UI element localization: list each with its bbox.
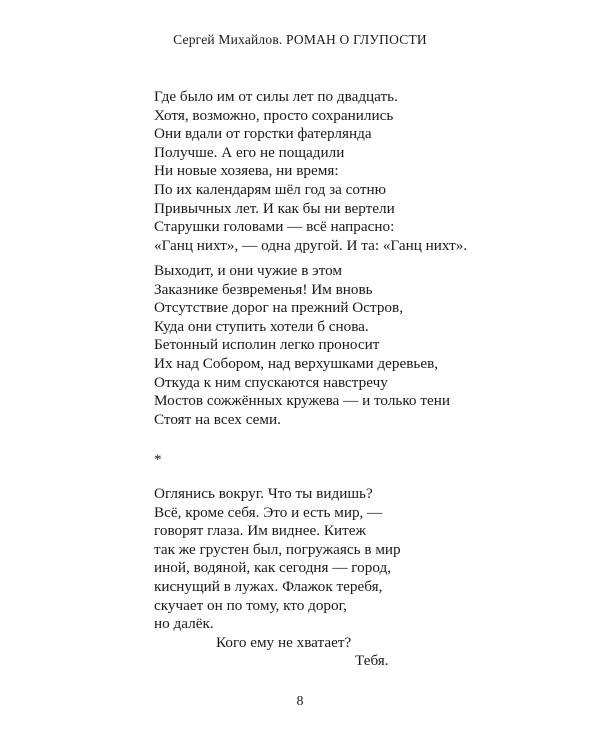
stanza-1: [154, 88, 554, 255]
poem-line: «Ганц нихт», — одна другой. И та: «Ганц нихт».: [154, 236, 468, 254]
stanza-2: [154, 262, 554, 429]
poem-line-indented: Кого ему не хватает?: [216, 633, 352, 651]
running-title: Сергей Михайлов. РОМАН О ГЛУПОСТИ: [173, 32, 427, 47]
poem-line: Выходит, и они чужие в этом: [154, 262, 343, 279]
poem-line: так же грустен был, погружаясь в мир: [154, 540, 401, 558]
poem-line: говорят глаза. Им виднее. Китеж: [154, 522, 366, 540]
poem-line: Мостов сожжённых кружева — и только тени: [154, 392, 450, 410]
poem-line: Они вдали от горстки фатерлянда: [154, 125, 372, 143]
poem-line: Заказнике безвременья! Им вновь: [154, 280, 373, 298]
poem-line: Их над Собором, над верхушками деревьев,: [154, 354, 439, 372]
poem-line: Получше. А его не пощадили: [154, 143, 345, 161]
poem-line: но далёк.: [154, 615, 214, 633]
poem-line: Отсутствие дорог на прежний Остров,: [154, 299, 403, 317]
poem-line: иной, водяной, как сегодня — город,: [154, 559, 392, 577]
poem-line: Где было им от силы лет по двадцать.: [154, 88, 398, 105]
poem-line: Всё, кроме себя. Это и есть мир, —: [154, 503, 383, 521]
poem-line-final: Тебя.: [355, 652, 389, 670]
poem-line: Оглянись вокруг. Что ты видишь?: [154, 485, 373, 502]
poem-line: Бетонный исполин легко проносит: [154, 336, 380, 354]
poem-line: Старушки головами — всё напрасно:: [154, 218, 395, 236]
poem-line: киснущий в лужах. Флажок теребя,: [154, 577, 383, 595]
section-separator: *: [154, 452, 162, 468]
poem-line: По их календарям шёл год за сотню: [154, 180, 386, 198]
poem-line: скучает он по тому, кто дорог,: [154, 596, 347, 614]
poem-line: Куда они ступить хотели б снова.: [154, 317, 369, 335]
page-number: 8: [296, 694, 304, 709]
poem-line: Привычных лет. И как бы ни вертели: [154, 199, 395, 217]
poem-line: Откуда к ним спускаются навстречу: [154, 373, 388, 391]
poem-line: Хотя, возможно, просто сохранились: [154, 106, 394, 124]
poem-2: [154, 485, 554, 671]
poem-line: Стоят на всех семи.: [154, 410, 281, 428]
poem-line: Ни новые хозяева, ни время:: [154, 162, 339, 180]
